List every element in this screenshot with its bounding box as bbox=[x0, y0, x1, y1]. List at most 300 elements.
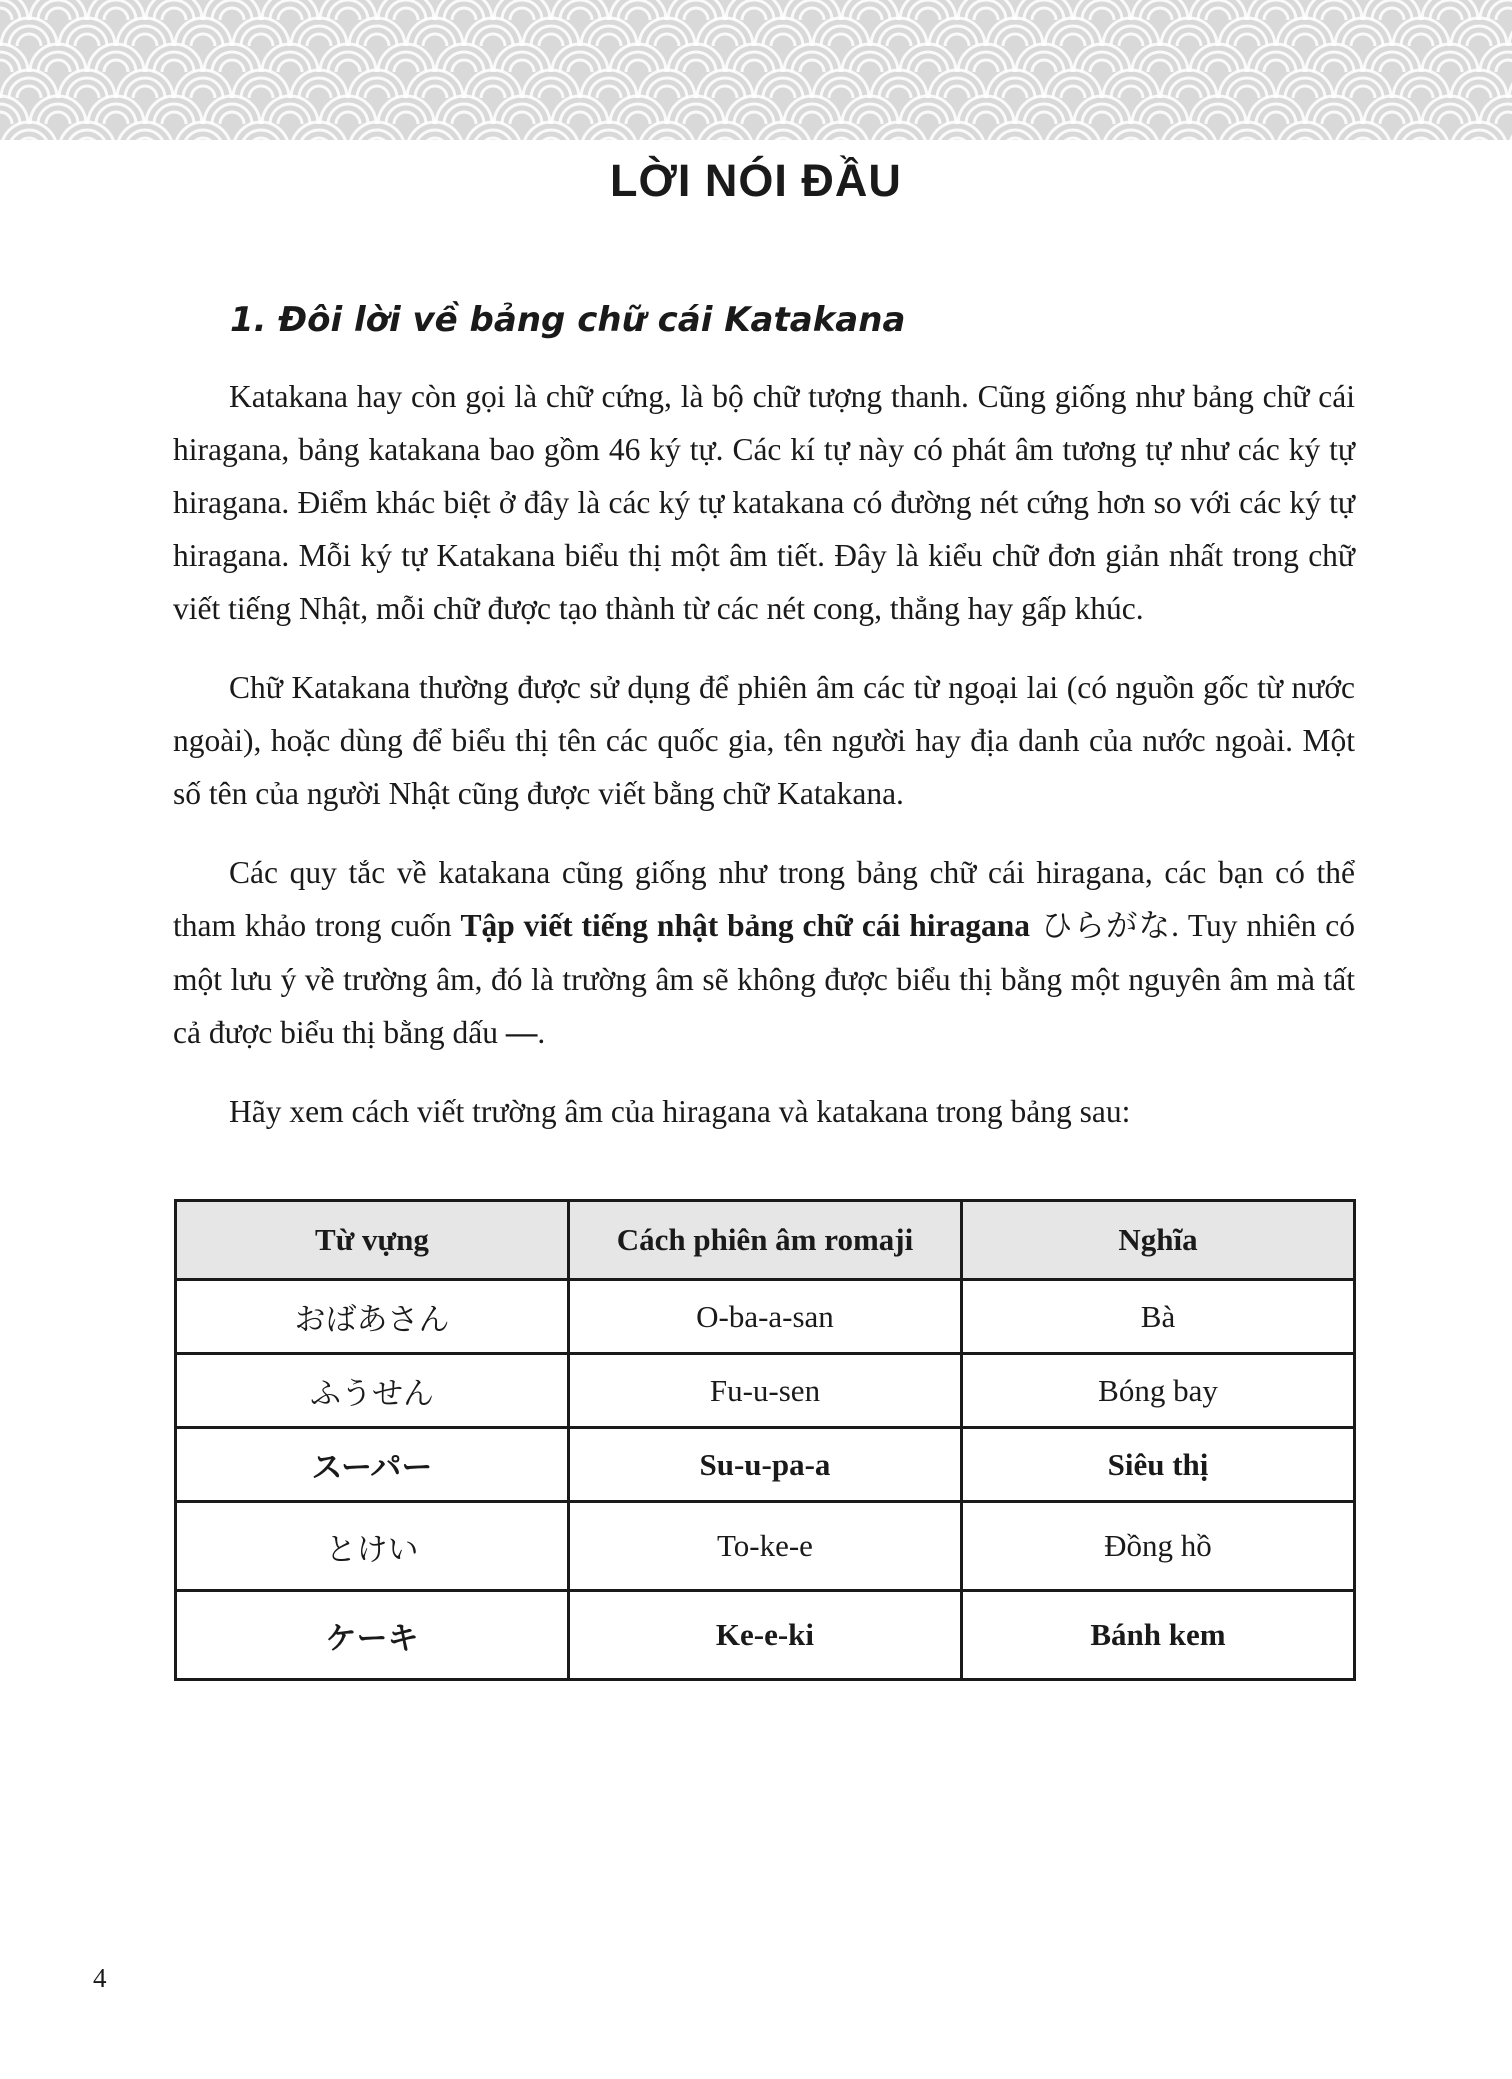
wave-arc bbox=[858, 60, 882, 72]
wave-arc bbox=[916, 112, 940, 124]
wave-arc bbox=[220, 60, 244, 72]
wave-arc bbox=[539, 34, 563, 46]
wave-arc bbox=[1401, 78, 1441, 98]
wave-arc bbox=[1082, 104, 1122, 124]
wave-arc bbox=[734, 0, 774, 20]
wave-arc bbox=[1227, 78, 1267, 98]
wave-arc bbox=[423, 138, 447, 140]
wave-arc bbox=[444, 0, 484, 20]
wave-arc bbox=[676, 52, 716, 72]
wave-arc bbox=[879, 78, 919, 98]
wave-arc bbox=[829, 34, 853, 46]
wave-arc bbox=[858, 8, 882, 20]
vocab-cell: とけい bbox=[176, 1502, 569, 1591]
wave-arc bbox=[1003, 138, 1027, 140]
wave-arc bbox=[249, 86, 273, 98]
wave-arc bbox=[1177, 86, 1201, 98]
wave-arc bbox=[220, 112, 244, 124]
wave-arc bbox=[0, 104, 20, 124]
wave-arc bbox=[278, 8, 302, 20]
wave-arc bbox=[676, 0, 716, 20]
wave-arc bbox=[1430, 0, 1470, 20]
wave-arc bbox=[307, 34, 331, 46]
meaning-cell: Siêu thị bbox=[961, 1428, 1354, 1502]
wave-arc bbox=[328, 0, 368, 20]
wave-arc bbox=[510, 8, 534, 20]
wave-arc bbox=[850, 0, 890, 20]
wave-arc bbox=[125, 26, 165, 46]
wave-arc bbox=[1459, 78, 1499, 98]
wave-arc bbox=[183, 26, 223, 46]
wave-arc bbox=[1343, 78, 1383, 98]
wave-arc bbox=[539, 86, 563, 98]
rules-text-start: Các quy tắc về katakana cũng giống như trong bảng chữ cái hiragana, các bạn có thể tham khảo trong cuốn bbox=[173, 855, 1355, 943]
wave-arc bbox=[1372, 0, 1412, 20]
wave-arc bbox=[307, 86, 331, 98]
wave-arc bbox=[800, 8, 824, 20]
wave-arc bbox=[589, 26, 629, 46]
rules-text-end: . bbox=[537, 1015, 546, 1050]
wave-arc bbox=[423, 34, 447, 46]
wave-arc bbox=[539, 138, 563, 140]
wave-arc bbox=[1053, 26, 1093, 46]
long-dash-symbol: — bbox=[505, 1015, 538, 1050]
wave-arc bbox=[1496, 60, 1512, 72]
wave-arc bbox=[1256, 52, 1296, 72]
wave-arc bbox=[0, 0, 20, 20]
wave-arc bbox=[1032, 8, 1056, 20]
wave-arc bbox=[560, 52, 600, 72]
wave-arc bbox=[531, 78, 571, 98]
wave-arc bbox=[1264, 112, 1288, 124]
wave-arc bbox=[191, 138, 215, 140]
wave-arc bbox=[191, 34, 215, 46]
wave-arc bbox=[684, 112, 708, 124]
wave-arc bbox=[1198, 52, 1238, 72]
wave-arc bbox=[1140, 0, 1180, 20]
wave-arc bbox=[937, 26, 977, 46]
header-romaji: Cách phiên âm romaji bbox=[568, 1201, 961, 1280]
wave-arc bbox=[104, 60, 128, 72]
wave-arc bbox=[589, 78, 629, 98]
wave-arc bbox=[386, 52, 426, 72]
wave-arc bbox=[829, 86, 853, 98]
wave-arc bbox=[771, 86, 795, 98]
wave-arc bbox=[1003, 34, 1027, 46]
wave-arc bbox=[299, 26, 339, 46]
wave-arc bbox=[1293, 34, 1317, 46]
wave-arc bbox=[1343, 26, 1383, 46]
wave-arc bbox=[1111, 78, 1151, 98]
meaning-cell: Bánh kem bbox=[961, 1591, 1354, 1680]
wave-arc bbox=[191, 86, 215, 98]
wave-arc bbox=[17, 138, 41, 140]
wave-arc bbox=[473, 78, 513, 98]
wave-arc bbox=[1351, 138, 1375, 140]
wave-arc bbox=[792, 52, 832, 72]
wave-arc bbox=[1438, 8, 1462, 20]
wave-arc bbox=[597, 34, 621, 46]
wave-arc bbox=[104, 112, 128, 124]
wave-arc bbox=[1235, 138, 1259, 140]
wave-arc bbox=[162, 112, 186, 124]
wave-arc bbox=[995, 78, 1035, 98]
wave-arc bbox=[887, 138, 911, 140]
wave-arc bbox=[133, 138, 157, 140]
wave-arc bbox=[1380, 112, 1404, 124]
wave-arc bbox=[597, 86, 621, 98]
table-header-row bbox=[176, 1201, 1355, 1280]
header-vocabulary: Từ vựng bbox=[176, 1201, 569, 1280]
wave-arc bbox=[249, 138, 273, 140]
wave-arc bbox=[1235, 34, 1259, 46]
wave-arc bbox=[357, 78, 397, 98]
wave-arc bbox=[17, 34, 41, 46]
wave-arc bbox=[734, 104, 774, 124]
meaning-cell: Bóng bay bbox=[961, 1354, 1354, 1428]
wave-arc bbox=[1227, 26, 1267, 46]
wave-arc bbox=[1148, 60, 1172, 72]
wave-arc bbox=[1409, 138, 1433, 140]
wave-arc bbox=[1496, 8, 1512, 20]
wave-arc bbox=[618, 104, 658, 124]
wave-arc bbox=[67, 26, 107, 46]
wave-arc bbox=[96, 104, 136, 124]
table-row bbox=[176, 1502, 1355, 1591]
wave-arc bbox=[1206, 112, 1230, 124]
wave-arc bbox=[415, 26, 455, 46]
wave-arc bbox=[394, 8, 418, 20]
table-row bbox=[176, 1591, 1355, 1680]
wave-arc bbox=[1169, 26, 1209, 46]
paragraph-table-intro: Hãy xem cách viết trường âm của hiragana và katakana trong bảng sau: bbox=[229, 1094, 1131, 1129]
wave-arc bbox=[183, 78, 223, 98]
wave-arc bbox=[212, 0, 252, 20]
wave-arc bbox=[618, 52, 658, 72]
table-row bbox=[176, 1428, 1355, 1502]
wave-arc bbox=[647, 78, 687, 98]
wave-arc bbox=[858, 112, 882, 124]
wave-arc bbox=[887, 34, 911, 46]
romaji-cell: Ke-e-ki bbox=[568, 1591, 961, 1680]
wave-arc bbox=[1314, 0, 1354, 20]
wave-arc bbox=[1235, 86, 1259, 98]
wave-arc bbox=[771, 138, 795, 140]
wave-arc bbox=[531, 26, 571, 46]
wave-arc bbox=[771, 34, 795, 46]
wave-arc bbox=[357, 26, 397, 46]
vocab-cell: スーパー bbox=[176, 1428, 569, 1502]
wave-arc bbox=[850, 52, 890, 72]
wave-arc bbox=[0, 112, 12, 124]
wave-arc bbox=[1140, 104, 1180, 124]
wave-arc bbox=[154, 0, 194, 20]
wave-arc bbox=[655, 34, 679, 46]
wave-arc bbox=[394, 60, 418, 72]
wave-arc bbox=[1467, 138, 1491, 140]
vocab-cell: ケーキ bbox=[176, 1591, 569, 1680]
wave-arc bbox=[705, 26, 745, 46]
wave-arc bbox=[1459, 26, 1499, 46]
wave-arc bbox=[742, 60, 766, 72]
wave-arc bbox=[1024, 104, 1064, 124]
wave-arc bbox=[502, 104, 542, 124]
wave-arc bbox=[394, 112, 418, 124]
wave-arc bbox=[908, 104, 948, 124]
wave-arc bbox=[1314, 104, 1354, 124]
wave-arc bbox=[481, 138, 505, 140]
vocab-cell: ふうせん bbox=[176, 1354, 569, 1428]
wave-pattern bbox=[0, 0, 1512, 140]
wave-arc bbox=[1198, 0, 1238, 20]
wave-arc bbox=[365, 86, 389, 98]
wave-arc bbox=[241, 26, 281, 46]
wave-arc bbox=[1293, 86, 1317, 98]
wave-arc bbox=[887, 86, 911, 98]
paragraph-intro: Katakana hay còn gọi là chữ cứng, là bộ chữ tượng thanh. Cũng giống như bảng chữ cái hiragana, bảng katakana bao gồm 46 ký tự. Các kí tự này có phát âm tương tự như các ký tự hiragana. Điểm khác biệt ở đây là các ký tự katakana có đường nét cứng hơn so với các ký tự hiragana. Mỗi ký tự Katakana biểu thị một âm tiết. Đây là kiểu chữ đơn giản nhất trong chữ viết tiếng Nhật, mỗi chữ được tạo thành từ các nét cong, thẳng hay gấp khúc. bbox=[173, 379, 1355, 626]
wave-arc bbox=[1198, 104, 1238, 124]
wave-arc bbox=[821, 78, 861, 98]
wave-arc bbox=[655, 138, 679, 140]
wave-arc bbox=[1148, 8, 1172, 20]
wave-arc bbox=[104, 8, 128, 20]
wave-arc bbox=[1119, 86, 1143, 98]
wave-arc bbox=[829, 138, 853, 140]
wave-arc bbox=[1177, 34, 1201, 46]
wave-arc bbox=[510, 60, 534, 72]
wave-arc bbox=[1409, 34, 1433, 46]
wave-arc bbox=[626, 112, 650, 124]
wave-arc bbox=[75, 138, 99, 140]
wave-arc bbox=[1082, 52, 1122, 72]
wave-arc bbox=[1256, 0, 1296, 20]
wave-arc bbox=[1430, 104, 1470, 124]
wave-arc bbox=[38, 0, 78, 20]
wave-arc bbox=[162, 60, 186, 72]
wave-arc bbox=[1322, 112, 1346, 124]
wave-arc bbox=[328, 52, 368, 72]
wave-arc bbox=[307, 138, 331, 140]
book-title: Tập viết tiếng nhật bảng chữ cái hiragana bbox=[460, 908, 1030, 943]
wave-arc bbox=[502, 0, 542, 20]
wave-arc bbox=[270, 52, 310, 72]
wave-arc bbox=[916, 60, 940, 72]
wave-arc bbox=[75, 86, 99, 98]
wave-arc bbox=[415, 78, 455, 98]
wave-arc bbox=[995, 26, 1035, 46]
wave-arc bbox=[1024, 0, 1064, 20]
wave-arc bbox=[133, 86, 157, 98]
wave-arc bbox=[618, 0, 658, 20]
wave-arc bbox=[916, 8, 940, 20]
wave-arc bbox=[1206, 8, 1230, 20]
wave-arc bbox=[684, 8, 708, 20]
wave-arc bbox=[655, 86, 679, 98]
wave-arc bbox=[452, 8, 476, 20]
wave-arc bbox=[879, 26, 919, 46]
wave-arc bbox=[1351, 86, 1375, 98]
wave-arc bbox=[46, 60, 70, 72]
wave-arc bbox=[249, 34, 273, 46]
wave-arc bbox=[473, 26, 513, 46]
wave-arc bbox=[75, 34, 99, 46]
wave-arc bbox=[742, 8, 766, 20]
page-title: LỜI NÓI ĐẦU bbox=[610, 155, 902, 206]
wave-arc bbox=[278, 60, 302, 72]
wave-arc bbox=[1169, 78, 1209, 98]
wave-arc bbox=[684, 60, 708, 72]
wave-arc bbox=[1053, 78, 1093, 98]
wave-arc bbox=[481, 34, 505, 46]
wave-arc bbox=[945, 138, 969, 140]
wave-arc bbox=[821, 26, 861, 46]
wave-arc bbox=[974, 60, 998, 72]
wave-arc bbox=[1082, 0, 1122, 20]
wave-arc bbox=[452, 112, 476, 124]
wave-arc bbox=[1409, 86, 1433, 98]
wave-arc bbox=[154, 52, 194, 72]
romaji-cell: O-ba-a-san bbox=[568, 1280, 961, 1354]
wave-arc bbox=[365, 34, 389, 46]
table-row bbox=[176, 1354, 1355, 1428]
wave-arc bbox=[1090, 60, 1114, 72]
wave-arc bbox=[336, 60, 360, 72]
wave-arc bbox=[96, 0, 136, 20]
wave-arc bbox=[568, 8, 592, 20]
meaning-cell: Bà bbox=[961, 1280, 1354, 1354]
wave-arc bbox=[560, 104, 600, 124]
wave-arc bbox=[1032, 112, 1056, 124]
wave-arc bbox=[0, 60, 12, 72]
wave-arc bbox=[1430, 52, 1470, 72]
wave-arc bbox=[481, 86, 505, 98]
hiragana-word: ひらがな bbox=[1029, 908, 1172, 944]
wave-arc bbox=[1140, 52, 1180, 72]
rules-text-middle: . Tuy nhiên có một lưu ý về trường âm, đó là trường âm sẽ không được biểu thị bằng một nguyên âm mà tất cả được biểu thị bằng dấu bbox=[173, 908, 1355, 1050]
wave-arc bbox=[1264, 8, 1288, 20]
wave-arc bbox=[336, 8, 360, 20]
wave-arc bbox=[763, 26, 803, 46]
vocabulary-table bbox=[174, 1199, 1356, 1681]
wave-arc bbox=[386, 0, 426, 20]
wave-arc bbox=[9, 78, 49, 98]
wave-arc bbox=[270, 104, 310, 124]
wave-arc bbox=[626, 60, 650, 72]
wave-arc bbox=[1003, 86, 1027, 98]
wave-arc bbox=[908, 52, 948, 72]
preface-body bbox=[173, 370, 1355, 1164]
wave-arc bbox=[1496, 112, 1512, 124]
decorative-wave-header bbox=[0, 0, 1512, 140]
wave-arc bbox=[705, 78, 745, 98]
meaning-cell: Đồng hồ bbox=[961, 1502, 1354, 1591]
wave-arc bbox=[96, 52, 136, 72]
wave-arc bbox=[9, 26, 49, 46]
wave-arc bbox=[1119, 34, 1143, 46]
wave-arc bbox=[966, 52, 1006, 72]
wave-arc bbox=[1061, 86, 1085, 98]
wave-arc bbox=[734, 52, 774, 72]
wave-arc bbox=[38, 52, 78, 72]
wave-arc bbox=[1206, 60, 1230, 72]
wave-arc bbox=[763, 78, 803, 98]
wave-arc bbox=[1438, 60, 1462, 72]
wave-arc bbox=[1438, 112, 1462, 124]
wave-arc bbox=[1090, 8, 1114, 20]
wave-arc bbox=[597, 138, 621, 140]
wave-arc bbox=[278, 112, 302, 124]
romaji-cell: Su-u-pa-a bbox=[568, 1428, 961, 1502]
wave-arc bbox=[125, 78, 165, 98]
wave-arc bbox=[46, 112, 70, 124]
wave-arc bbox=[742, 112, 766, 124]
wave-arc bbox=[1090, 112, 1114, 124]
wave-arc bbox=[444, 104, 484, 124]
table-row bbox=[176, 1280, 1355, 1354]
wave-arc bbox=[792, 0, 832, 20]
wave-arc bbox=[510, 112, 534, 124]
wave-arc bbox=[1032, 60, 1056, 72]
wave-arc bbox=[792, 104, 832, 124]
vocab-cell: おばあさん bbox=[176, 1280, 569, 1354]
wave-arc bbox=[1380, 8, 1404, 20]
paragraph-rules bbox=[173, 846, 1355, 1059]
wave-arc bbox=[365, 138, 389, 140]
wave-arc bbox=[38, 104, 78, 124]
wave-arc bbox=[1467, 34, 1491, 46]
wave-arc bbox=[220, 8, 244, 20]
wave-arc bbox=[133, 34, 157, 46]
wave-arc bbox=[46, 8, 70, 20]
wave-arc bbox=[270, 0, 310, 20]
wave-arc bbox=[386, 104, 426, 124]
wave-arc bbox=[154, 104, 194, 124]
wave-arc bbox=[67, 78, 107, 98]
wave-arc bbox=[800, 112, 824, 124]
wave-arc bbox=[1119, 138, 1143, 140]
wave-arc bbox=[966, 104, 1006, 124]
wave-arc bbox=[1177, 138, 1201, 140]
wave-arc bbox=[452, 60, 476, 72]
wave-arc bbox=[974, 112, 998, 124]
wave-arc bbox=[299, 78, 339, 98]
wave-arc bbox=[908, 0, 948, 20]
wave-arc bbox=[1467, 86, 1491, 98]
header-meaning: Nghĩa bbox=[961, 1201, 1354, 1280]
wave-arc bbox=[1314, 52, 1354, 72]
wave-arc bbox=[1351, 34, 1375, 46]
wave-arc bbox=[336, 112, 360, 124]
wave-arc bbox=[1293, 138, 1317, 140]
wave-arc bbox=[444, 52, 484, 72]
wave-arc bbox=[568, 60, 592, 72]
romaji-cell: Fu-u-sen bbox=[568, 1354, 961, 1428]
section-heading: 1. Đôi lời về bảng chữ cái Katakana bbox=[230, 300, 906, 340]
romaji-cell: To-ke-e bbox=[568, 1502, 961, 1591]
wave-arc bbox=[626, 8, 650, 20]
wave-arc bbox=[713, 138, 737, 140]
wave-arc bbox=[945, 34, 969, 46]
wave-arc bbox=[1285, 26, 1325, 46]
wave-arc bbox=[0, 52, 20, 72]
wave-arc bbox=[1285, 78, 1325, 98]
wave-arc bbox=[1401, 26, 1441, 46]
wave-arc bbox=[241, 78, 281, 98]
wave-arc bbox=[966, 0, 1006, 20]
wave-arc bbox=[0, 8, 12, 20]
wave-arc bbox=[560, 0, 600, 20]
wave-arc bbox=[1148, 112, 1172, 124]
